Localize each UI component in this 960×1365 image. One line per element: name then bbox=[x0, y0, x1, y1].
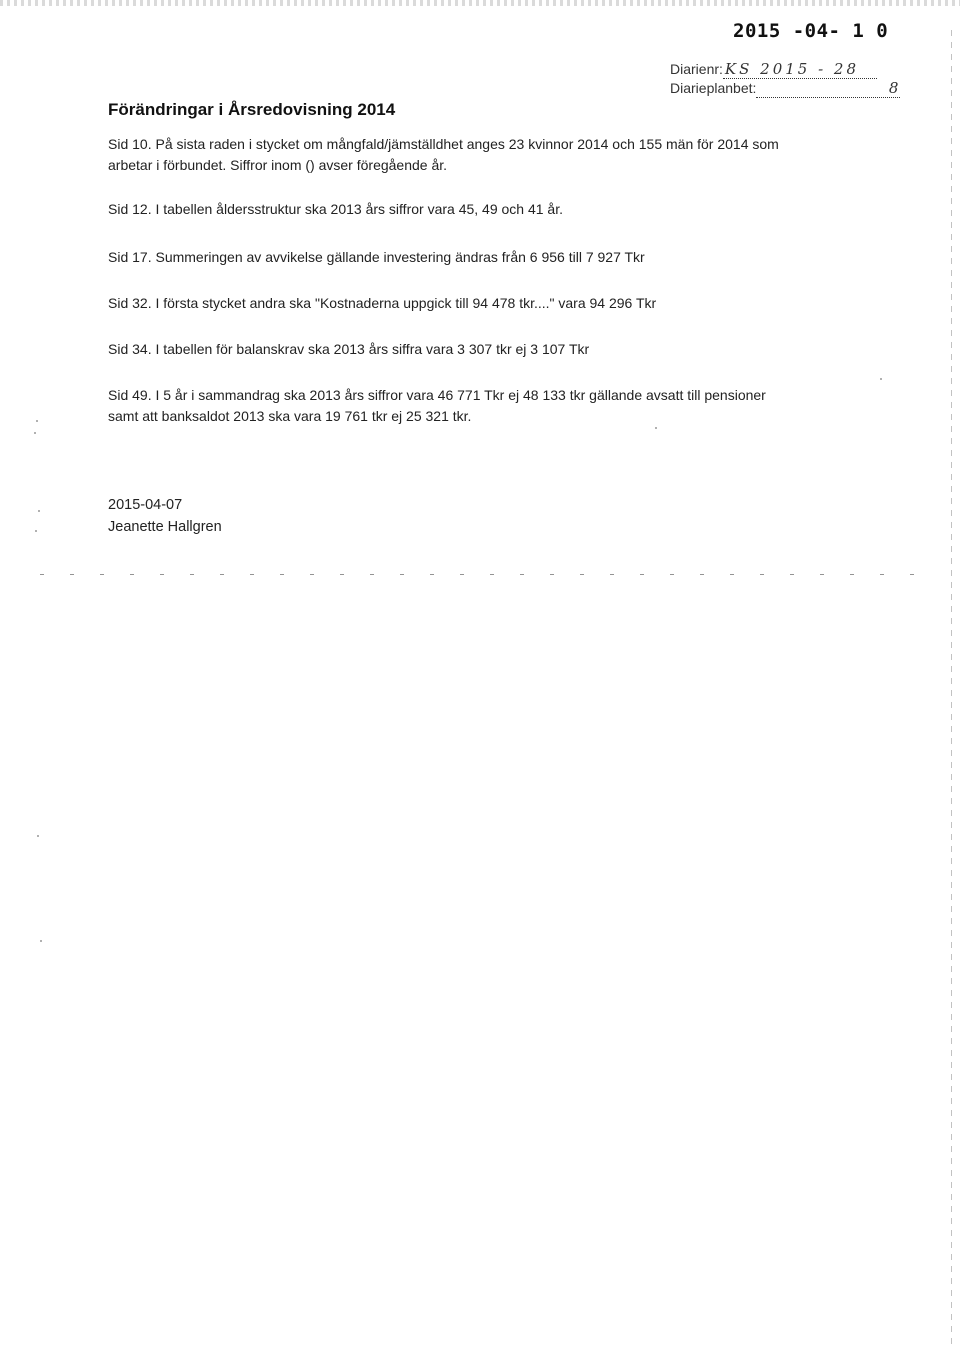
signature-block bbox=[108, 494, 222, 538]
paragraph-sid-32: Sid 32. I första stycket andra ska "Kostnaderna uppgick till 94 478 tkr...." vara 94 296 Tkr bbox=[108, 295, 657, 311]
paragraph-sid-49: Sid 49. I 5 år i sammandrag ska 2013 års siffror vara 46 771 Tkr ej 48 133 tkr gällande avsatt till pensioner samt att banksaldot 2013 ska vara 19 761 tkr ej 25 321 tkr. bbox=[108, 387, 766, 424]
signature-name: Jeanette Hallgren bbox=[108, 519, 222, 535]
scan-border-right bbox=[951, 30, 952, 1350]
signature-date: 2015-04-07 bbox=[108, 497, 183, 513]
paragraph-sid-12: Sid 12. I tabellen åldersstruktur ska 2013 års siffror vara 45, 49 och 41 år. bbox=[108, 201, 563, 217]
scan-border-top bbox=[0, 0, 960, 6]
paragraph-sid-17: Sid 17. Summeringen av avvikelse gällande investering ändras från 6 956 till 7 927 Tkr bbox=[108, 249, 645, 265]
diarieplanbet-value: 8 bbox=[756, 79, 900, 98]
paragraph-sid-10: Sid 10. På sista raden i stycket om mångfald/jämställdhet anges 23 kvinnor 2014 och 155 män för 2014 som arbetar i förbundet. Siffror inom () avser föregående år. bbox=[108, 136, 779, 173]
fold-line bbox=[40, 574, 935, 575]
paragraph-sid-34: Sid 34. I tabellen för balanskrav ska 2013 års siffra vara 3 307 tkr ej 3 107 Tkr bbox=[108, 341, 590, 357]
diarieplanbet-label: Diarieplanbet: bbox=[670, 80, 757, 96]
diarienr-value: KS 2015 - 28 bbox=[723, 60, 877, 79]
diarienr-field bbox=[670, 60, 877, 79]
document-title: Förändringar i Årsredovisning 2014 bbox=[108, 100, 396, 119]
diarienr-label: Diarienr: bbox=[670, 61, 723, 77]
diarieplanbet-field bbox=[670, 79, 900, 98]
received-date-stamp: 2015 -04- 1 0 bbox=[733, 20, 889, 42]
